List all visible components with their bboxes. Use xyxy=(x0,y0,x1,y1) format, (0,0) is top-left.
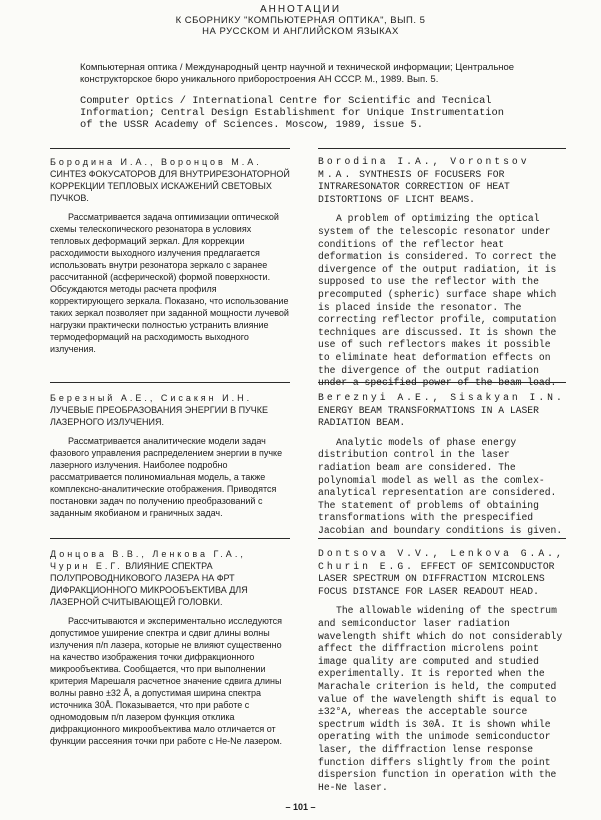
abstract-heading xyxy=(318,392,566,430)
header-title: АННОТАЦИИ xyxy=(259,4,342,15)
abstract-heading xyxy=(318,548,566,598)
separator-line xyxy=(50,382,290,383)
abstract-heading xyxy=(50,156,290,204)
abstract-title: ЛУЧЕВЫЕ ПРЕОБРАЗОВАНИЯ ЭНЕРГИИ В ПУЧКЕ ЛАЗЕРНОГО ИЗЛУЧЕНИЯ. xyxy=(50,405,269,427)
abstract-title: SYNTHESIS OF FOCUSERS FOR INTRARESONATOR CORRECTION OF HEAT DISTORTIONS OF LICHT BEAMS. xyxy=(318,168,510,205)
abstract-heading xyxy=(50,548,290,608)
abstract-en-3 xyxy=(318,548,566,794)
abstract-text: A problem of optimizing the optical system of the telescopic resonator under conditions of the reflector heat deformation is considered. To correct the divergence of the output radiation, it is supposed to use the reflector with the precomputed (spheric) surface shape which is placed inside the resonator. The correcting reflector profile, computation techniques are discussed. It is shown the use of such reflectors makes it possible to eliminate heat deformation effects on the divergence of the output radiation under a specified power of the beam load. xyxy=(318,213,557,389)
abstract-text: Рассчитываются и экспериментально исследуются допустимое уширение спектра и сдвиг длины волны излучения п/п лазера, которые не влияют существенно на качество изображения точки дифракционного микрообъектива. Сообщается, что при выполнении критерия Марешаля расчетное значение сдвига длины волны равно ±32 Å, а допустимая ширина спектра источника 30Å. Показывается, что при работе с одномодовым п/п лазером функция отклика дифракционного микрообъектива мало отличается от функции рассеяния точки при работе с He-Ne лазером. xyxy=(50,616,283,746)
separator-line xyxy=(50,148,290,149)
abstract-text: Рассматривается задача оптимизации оптической схемы телескопического резонатора в условиях тепловых деформаций зеркал. Для коррекции расходимости выходного излучения предлагается использовать внутри резонатора зеркало с заранее рассчитанной (асферической) формой поверхности. Обсуждаются методы расчета профиля корректирующего зеркала. Показано, что использование таких зеркал позволяет при заданной мощности лучевой нагрузки практически полностью устранить влияние термодеформаций на расходимость выходного излучения. xyxy=(50,212,289,354)
citation-ru: Компьютерная оптика / Международный центр научной и технической информации; Центральное конструкторское бюро уникального приборостроения АН СССР. М., 1989. Вып. 5. xyxy=(80,62,515,85)
abstract-body xyxy=(50,211,290,355)
abstract-authors: Донцова В.В., Ленкова Г.А., Чурин Е.Г. xyxy=(50,549,246,571)
abstract-authors: Borodina I.A., Vorontsov M.A. xyxy=(318,156,530,180)
header-languages: НА РУССКОМ И АНГЛИЙСКОМ ЯЗЫКАХ xyxy=(202,26,399,37)
page-number: – 101 – xyxy=(285,802,316,812)
abstract-body xyxy=(318,605,566,794)
abstract-text: Analytic models of phase energy distribution control in the laser radiation beam are considered. The polynomial model as well as the comlex-analytical representation are considered. The statement of problems of obtaining transformations with the prespecified Jacobian and boundary conditions is given. xyxy=(318,436,563,536)
abstract-body xyxy=(50,435,290,519)
abstract-heading xyxy=(318,156,566,206)
abstract-title: ENERGY BEAM TRANSFORMATIONS IN A LASER RADIATION BEAM. xyxy=(318,404,539,429)
abstract-ru-3 xyxy=(50,548,290,747)
abstract-body xyxy=(318,437,566,538)
abstract-authors: Бородина И.А., Воронцов М.А. xyxy=(50,157,262,167)
abstract-title: ВЛИЯНИЕ СПЕКТРА ПОЛУПРОВОДНИКОВОГО ЛАЗЕРА НА ФРТ ДИФРАКЦИОННОГО МИКРООБЪЕКТИВА ДЛЯ ЛАЗЕРНОЙ СЧИТЫВАЮЩЕЙ ГОЛОВКИ. xyxy=(50,561,248,607)
abstract-text: The allowable widening of the spectrum and semiconductor laser radiation wavelength shift which do not considerably affect the diffraction microlens point image quality are computed and studied experimentally. It is reported when the Marachale criterion is held, the computed value of the wavelength shift is equal to ±32°A, whereas the acceptable source spectrum width is 30Å. It is shown while operating with the unimode semiconductor laser, the diffraction lense response function differs slightly from the point dispersion function in operation with the He-Ne laser. xyxy=(318,605,563,793)
abstract-en-2 xyxy=(318,392,566,538)
abstract-title: EFFECT OF SEMICONDUCTOR LASER SPECTRUM ON DIFFRACTION MICROLENS FOCUS DISTANCE FOR LASER READOUT HEAD. xyxy=(318,560,555,597)
abstract-ru-2 xyxy=(50,392,290,519)
citation-en: Computer Optics / International Centre for Scientific and Tecnical Information; Central Design Establishment for Unique Instrumentation of the USSR Academy of Sciences. Moscow, 1989, issue 5. xyxy=(80,95,505,131)
page-header xyxy=(0,4,601,37)
abstract-authors: Bereznyi A.E., Sisakyan I.N. xyxy=(318,392,565,403)
header-subtitle: К СБОРНИКУ "КОМПЬЮТЕРНАЯ ОПТИКА", ВЫП. 5 xyxy=(175,15,426,26)
separator-line xyxy=(318,382,566,383)
abstract-en-1 xyxy=(318,156,566,390)
separator-line xyxy=(318,538,566,539)
abstract-ru-1 xyxy=(50,156,290,355)
abstract-authors: Березный А.Е., Сисакян И.Н. xyxy=(50,393,253,403)
abstract-body xyxy=(318,213,566,389)
abstract-body xyxy=(50,615,290,747)
abstract-heading xyxy=(50,392,290,428)
collection-citation xyxy=(80,62,520,131)
separator-line xyxy=(318,148,566,149)
abstract-title: СИНТЕЗ ФОКУСАТОРОВ ДЛЯ ВНУТРИРЕЗОНАТОРНОЙ КОРРЕКЦИИ ТЕПЛОВЫХ ИСКАЖЕНИЙ СВЕТОВЫХ ПУЧКОВ. xyxy=(50,169,290,203)
abstract-authors: Dontsova V.V., Lenkova G.A., Churin E.G. xyxy=(318,548,565,572)
separator-line xyxy=(50,538,290,539)
abstract-text: Рассматривается аналитические модели задач фазового управления распределением энергии в пучке лазерного излучения. Наиболее подробно рассматривается полиномиальная модель, а также комплексно-аналитические отображения. Приводятся постановки задач по получению преобразований с заданным якобианом и граничных задач. xyxy=(50,436,283,518)
